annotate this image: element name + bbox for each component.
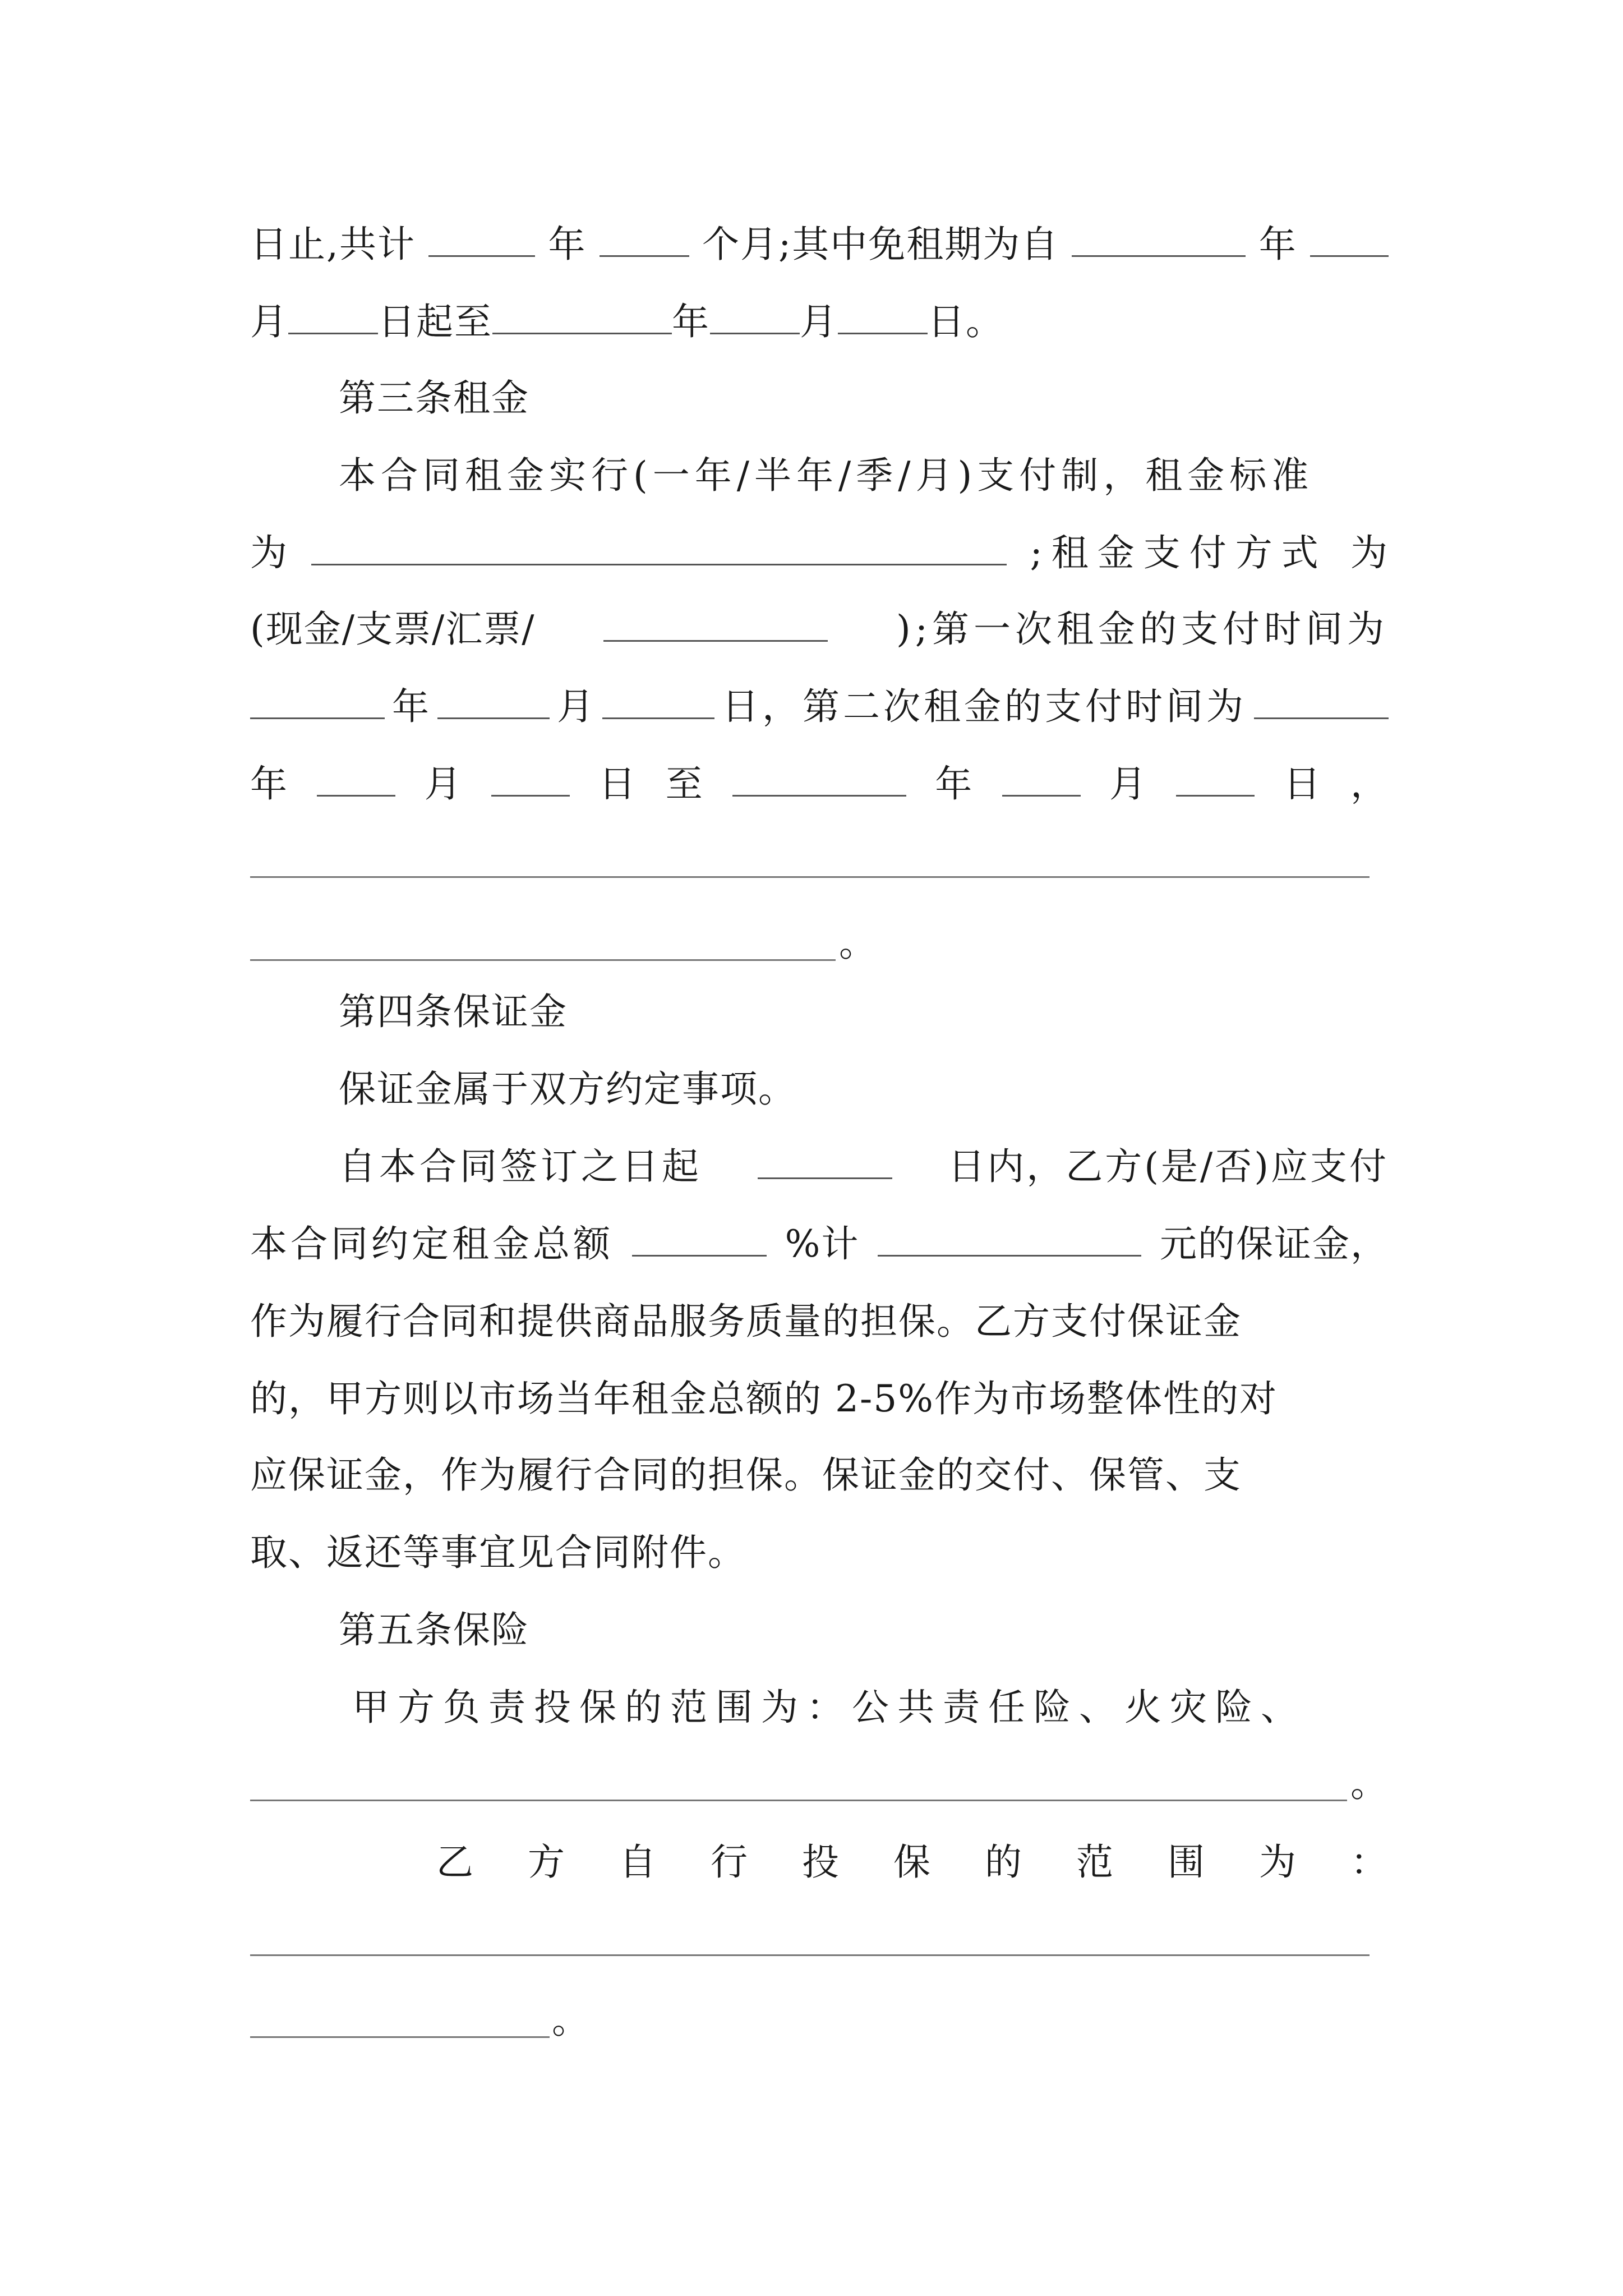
text-fragment: 行 xyxy=(711,1841,749,1884)
blank-field xyxy=(732,762,906,797)
text-fragment: 年 xyxy=(1258,223,1297,266)
text-fragment: 的 xyxy=(985,1841,1023,1884)
text-fragment: (现金/支票/汇票/ xyxy=(250,608,536,651)
text-fragment: 日 xyxy=(598,762,637,806)
text-fragment: 投 xyxy=(802,1841,840,1884)
blank-field xyxy=(758,1145,892,1179)
text-fragment: 本合同约定租金总额 xyxy=(250,1222,614,1266)
blank-field xyxy=(250,685,385,719)
blank-field xyxy=(317,762,395,797)
s5-line-1: 甲方负责投保的范围为：公共责任险、火灾险、 xyxy=(352,1686,1306,1729)
s4-line-2 xyxy=(250,1222,1389,1267)
s4-line-6: 取、返还等事宜见合同附件。 xyxy=(250,1531,746,1574)
s4-line-3: 作为履行合同和提供商品服务质量的担保。乙方支付保证金 xyxy=(250,1300,1242,1343)
s4-line-1 xyxy=(339,1144,1389,1189)
blank-field xyxy=(1072,223,1246,257)
blank-rule xyxy=(250,1954,1370,1956)
text-fragment: 日内，乙方(是/否)应支付 xyxy=(948,1145,1389,1188)
text-fragment: 个月;其中免租期为自 xyxy=(702,223,1059,266)
text-fragment: 为 xyxy=(1259,1841,1297,1884)
blank-field xyxy=(710,300,800,334)
s4-paragraph-1: 保证金属于双方约定事项。 xyxy=(339,1068,796,1111)
s4-line-5: 应保证金，作为履行合同的担保。保证金的交付、保管、支 xyxy=(250,1453,1242,1497)
text-fragment: 年 xyxy=(672,300,710,343)
blank-field xyxy=(632,1222,767,1257)
text-fragment: 至 xyxy=(665,762,704,806)
blank-field xyxy=(600,223,689,257)
sentence-end: 。 xyxy=(1350,1762,1387,1805)
s3-line-1 xyxy=(250,222,1389,267)
blank-field xyxy=(1310,223,1389,257)
s3-line-7 xyxy=(250,762,1389,807)
blank-field xyxy=(492,300,672,334)
text-fragment: 自 xyxy=(619,1841,657,1884)
blank-field xyxy=(838,300,928,334)
blank-field xyxy=(1176,762,1255,797)
text-fragment: 日止,共计 xyxy=(250,223,416,266)
blank-field xyxy=(1002,762,1081,797)
text-fragment: 为 xyxy=(1350,531,1389,574)
s3-paragraph-1: 本合同租金实行(一年/半年/季/月)支付制，租金标准 xyxy=(339,454,1314,497)
blank-field xyxy=(602,685,714,719)
text-fragment: 元的保证金， xyxy=(1159,1222,1389,1266)
blank-field xyxy=(1254,685,1389,719)
blank-field xyxy=(878,1222,1141,1257)
blank-field xyxy=(491,762,570,797)
blank-field xyxy=(288,300,378,334)
blank-rule xyxy=(250,1800,1347,1801)
text-fragment: 月 xyxy=(250,300,288,343)
text-fragment: ;租金支付方式 xyxy=(1030,531,1327,574)
s3-line-4 xyxy=(250,531,1389,576)
blank-field xyxy=(437,685,550,719)
text-fragment: 月 xyxy=(424,762,463,806)
text-fragment: ： xyxy=(1350,1841,1389,1884)
sentence-end: 。 xyxy=(839,922,876,965)
text-fragment: 自本合同签订之日起 xyxy=(339,1145,702,1188)
s5-line-3 xyxy=(436,1840,1389,1885)
text-fragment: 保 xyxy=(893,1841,932,1884)
s3-line-6 xyxy=(250,684,1389,729)
text-fragment: 年 xyxy=(250,762,288,806)
text-fragment: 为 xyxy=(250,531,288,574)
text-fragment: 范 xyxy=(1076,1841,1114,1884)
text-fragment: );第一次租金的支付时间为 xyxy=(896,608,1389,651)
sentence-end: 。 xyxy=(552,1999,589,2042)
s3-line-2 xyxy=(250,300,1389,344)
text-fragment: 乙 xyxy=(436,1841,474,1884)
text-fragment: 月 xyxy=(557,685,595,728)
blank-rule xyxy=(250,2036,550,2038)
text-fragment: 月 xyxy=(800,300,838,343)
s3-line-5 xyxy=(250,607,1389,652)
text-fragment: 年 xyxy=(392,685,430,728)
text-fragment: 年 xyxy=(935,762,974,806)
blank-field xyxy=(428,223,535,257)
blank-field xyxy=(603,608,828,642)
section-heading-3: 第三条租金 xyxy=(339,376,529,420)
blank-rule xyxy=(250,959,836,961)
text-fragment: ， xyxy=(1350,762,1389,806)
section-heading-5: 第五条保险 xyxy=(339,1608,529,1651)
text-fragment: 年 xyxy=(548,223,587,266)
blank-rule xyxy=(250,876,1370,878)
text-fragment: 方 xyxy=(528,1841,566,1884)
text-fragment: 日起至 xyxy=(378,300,492,343)
text-fragment: 围 xyxy=(1168,1841,1206,1884)
text-fragment: 日 xyxy=(1283,762,1322,806)
s4-line-4: 的，甲方则以市场当年租金总额的 2-5%作为市场整体性的对 xyxy=(250,1377,1278,1420)
text-fragment: 月 xyxy=(1109,762,1147,806)
blank-field xyxy=(311,531,1007,565)
section-heading-4: 第四条保证金 xyxy=(339,990,568,1033)
text-fragment: %计 xyxy=(785,1222,860,1266)
text-fragment: 日。 xyxy=(928,300,1004,343)
text-fragment: 日，第二次租金的支付时间为 xyxy=(722,685,1247,728)
